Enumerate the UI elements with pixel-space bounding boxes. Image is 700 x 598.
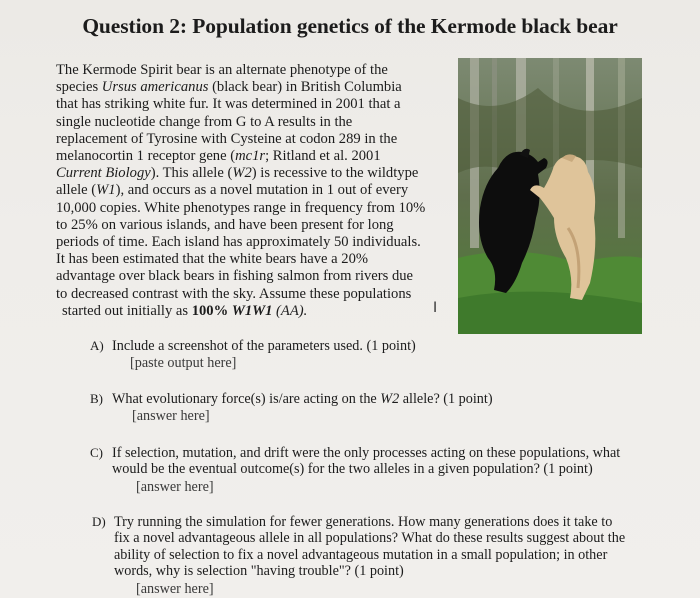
intro-line: replacement of Tyrosine with Cysteine at codon 289 in the (56, 130, 398, 147)
intro-line: started out initially as 100% W1W1 (AA). (62, 302, 308, 319)
answer-placeholder[interactable]: [paste output here] (130, 355, 237, 372)
question-text: Try running the simulation for fewer generations. How many generations does it take to fix a novel advantageous allele in all populations? What do these results suggest about the ability of selection to fix a novel advantageous mutation in a small population; in other words, why is selection "having trouble"? (1 point) (114, 514, 626, 580)
question-text: Include a screenshot of the parameters used. (1 point) (112, 338, 416, 354)
intro-line: allele (W1), and occurs as a novel mutation in 1 out of every (56, 182, 409, 199)
question-label: B) (90, 391, 103, 406)
intro-line: that has striking white fur. It was determined in 2001 that a (56, 96, 401, 113)
question-text: If selection, mutation, and drift were the only processes acting on these populations, what would be the eventual outcome(s) for the two alleles in a given population? (1 point) (112, 445, 621, 478)
intro-line: Current Biology). This allele (W2) is recessive to the wildtype (56, 165, 419, 182)
question-label: D) (92, 514, 106, 529)
question-d (92, 514, 652, 597)
question-text: What evolutionary force(s) is/are acting on the W2 allele? (1 point) (112, 391, 493, 407)
answer-placeholder[interactable]: [answer here] (132, 408, 210, 425)
answer-placeholder[interactable]: [answer here] (136, 580, 214, 597)
question-label: C) (90, 445, 103, 460)
page-title: Question 2: Population genetics of the Kermode black bear (82, 14, 618, 38)
answer-placeholder[interactable]: [answer here] (136, 478, 214, 495)
intro-line: advantage over black bears in fishing salmon from rivers due (56, 268, 414, 285)
question-b (90, 391, 630, 425)
intro-line: periods of time. Each island has approximately 50 individuals. (56, 234, 421, 251)
bear-photo (458, 58, 642, 334)
question-label: A) (90, 338, 104, 353)
intro-line: The Kermode Spirit bear is an alternate phenotype of the (56, 62, 388, 78)
intro-line: It has been estimated that the white bears have a 20% (56, 251, 369, 268)
intro-line: single nucleotide change from G to A results in the (56, 113, 353, 130)
intro-line: species Ursus americanus (black bear) in British Columbia (56, 79, 402, 96)
question-a (90, 338, 470, 372)
intro-line: 10,000 copies. White phenotypes range in frequency from 10% (56, 199, 426, 216)
intro-line: to decreased contrast with the sky. Assume these populations (56, 285, 412, 302)
text-cursor-icon: I (433, 300, 438, 316)
intro-paragraph (56, 62, 454, 320)
intro-line: to 25% on various islands, and have been present for long (56, 216, 394, 233)
intro-line: melanocortin 1 receptor gene (mc1r; Ritland et al. 2001 (56, 148, 381, 165)
question-c (90, 445, 650, 495)
